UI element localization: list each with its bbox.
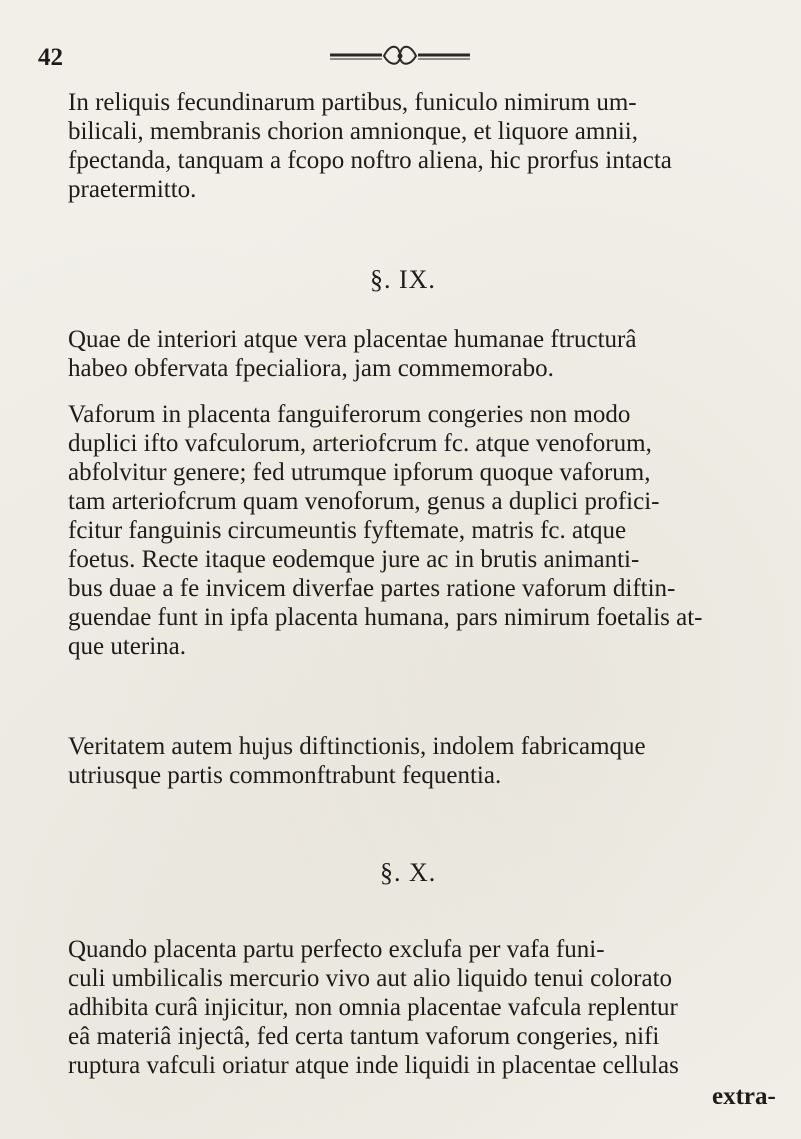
paragraph-vessels: Vaforum in placenta fanguiferorum congeries non modo duplici ifto vafculorum, arteriofcrum fc. atque venoforum, abfolvitur genere; fed utrumque ipforum quoque vaforum, tam arteriofcrum quam venoforum, genus a duplici profici- fcitur fanguinis circumeuntis fyftemate, matris fc. atque foetus. Recte itaque eodemque jure ac in brutis animanti- bus duae a fe invicem diverfae partes ratione vaforum diftin- guendae funt in ipfa placenta humana, pars nimirum foetalis at- que uterina. [68,401,703,660]
paragraph-placenta-structure: Quae de interiori atque vera placentae humanae ftructurâ habeo obfervata fpecialiora, jam commemorabo. [68,326,637,382]
paragraph-injection: Quando placenta partu perfecto exclufa per vafa funi- culi umbilicalis mercurio vivo aut alio liquido tenui colorato adhibita curâ injicitur, non omnia placentae vafcula replentur eâ materiâ injectâ, fed certa tantum vaforum congeries, nifi ruptura vafculi oriatur atque inde liquidi in placentae cellulas [68,936,679,1079]
catchword: extra- [712,1083,776,1110]
paragraph-intro: In reliquis fecundinarum partibus, funiculo nimirum um- bilicali, membranis chorion amnionque, et liquore amnii, fpectanda, tanquam a fcopo noftro aliena, hic prorfus intacta praetermitto. [68,89,672,203]
section-heading-x: §. X. [380,858,437,887]
ornament-icon [320,40,480,70]
page-number: 42 [38,44,63,71]
section-heading-ix: §. IX. [370,265,436,294]
paragraph-distinction: Veritatem autem hujus diftinctionis, indolem fabricamque utriusque partis commonftrabunt fequentia. [68,733,646,789]
